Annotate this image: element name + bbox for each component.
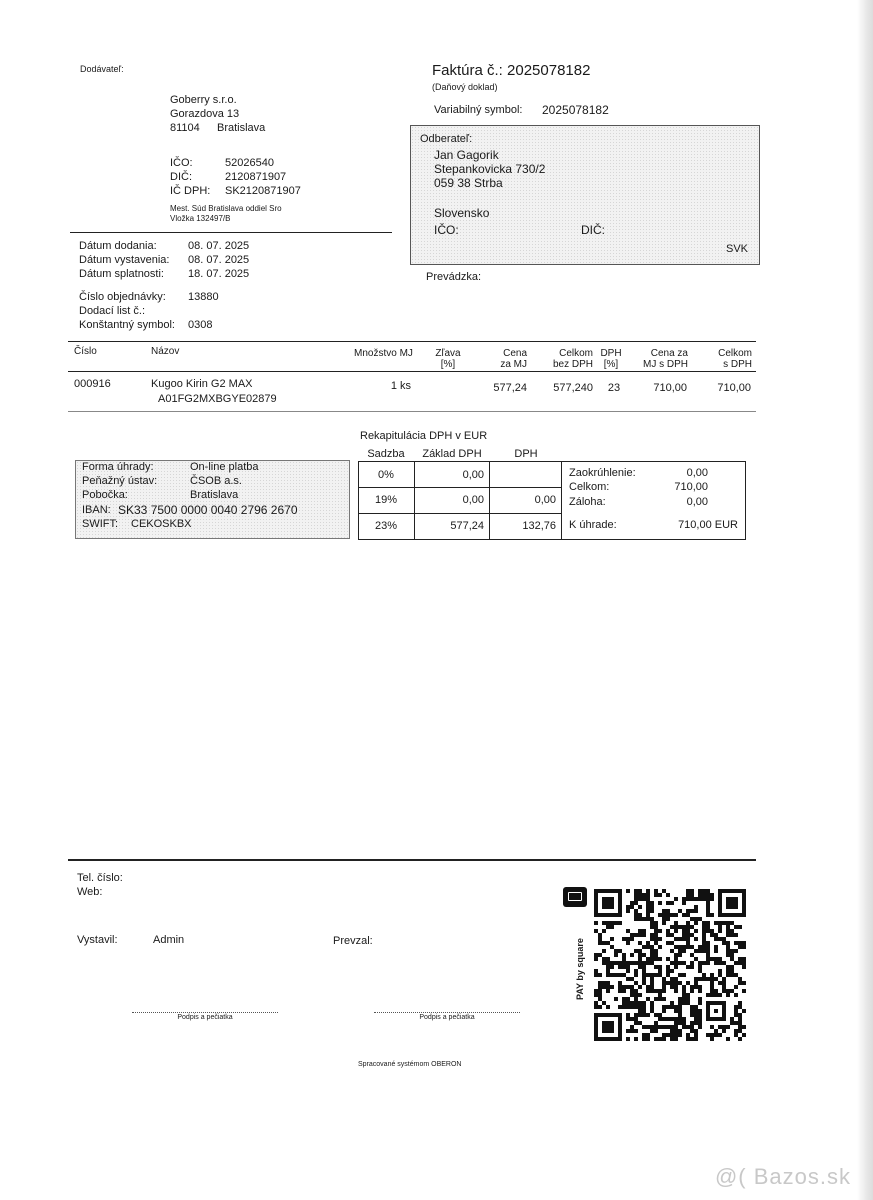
col-unit-price-vat-1: Cena za: [650, 348, 688, 359]
customer-ico-label: IČO:: [434, 223, 459, 237]
bazos-watermark: @( Bazos.sk: [714, 1164, 851, 1189]
issue-date-label: Dátum vystavenia:: [79, 254, 170, 266]
vat-h-vat: DPH: [514, 448, 538, 460]
paybysquare-label: PAY by square: [575, 938, 585, 1000]
col-number: Číslo: [74, 346, 97, 357]
order-number-label: Číslo objednávky:: [79, 291, 166, 303]
vat-summary-title: Rekapitulácia DPH v EUR: [360, 430, 488, 442]
invoice-subtitle: (Daňový doklad): [432, 82, 498, 92]
row-serial: A01FG2MXBGYE02879: [158, 393, 277, 405]
bank: ČSOB a.s.: [190, 475, 242, 487]
variable-symbol-label: Variabilný symbol:: [434, 104, 523, 116]
vat-amount: 132,76: [522, 520, 556, 532]
supplier-icdph: SK2120871907: [225, 185, 301, 197]
col-qty: Množstvo MJ: [354, 348, 413, 359]
customer-city: 059 38 Strba: [434, 176, 503, 190]
to-pay-value: 710,00 EUR: [678, 519, 738, 531]
vat-col-divider-3: [561, 461, 562, 540]
row-number: 000916: [74, 378, 111, 390]
rounding-value: 0,00: [686, 467, 708, 479]
items-top-rule: [68, 341, 756, 342]
vat-row-divider-1: [358, 487, 562, 488]
col-vat-2: [%]: [603, 359, 619, 370]
vat-rate: 23%: [374, 520, 398, 532]
row-qty: 1 ks: [390, 380, 411, 392]
signature-caption-1: Podpis a pečiatka: [177, 1014, 233, 1021]
bank-label: Peňažný ústav:: [82, 475, 158, 487]
advance-label: Záloha:: [569, 496, 606, 508]
tel-label: Tel. číslo:: [77, 872, 123, 884]
swift: CEKOSKBX: [131, 518, 192, 530]
signature-caption-2: Podpis a pečiatka: [419, 1014, 475, 1021]
payment-method-label: Forma úhrady:: [82, 461, 154, 473]
col-unit-price-vat-2: MJ s DPH: [643, 359, 688, 370]
qr-code-icon: [594, 889, 746, 1041]
row-name: Kugoo Kirin G2 MAX: [151, 378, 253, 390]
col-total-excl-1: Celkom: [559, 348, 593, 359]
swift-label: SWIFT:: [82, 518, 119, 530]
delivery-date-label: Dátum dodania:: [79, 240, 157, 252]
customer-name: Jan Gagorik: [434, 148, 499, 162]
vat-h-base: Základ DPH: [422, 448, 482, 460]
scan-edge: [857, 0, 873, 1200]
customer-dic-label: DIČ:: [581, 223, 605, 237]
vat-base: 0,00: [462, 494, 484, 506]
col-total-excl-2: bez DPH: [552, 359, 593, 370]
delivery-note-label: Dodací list č.:: [79, 305, 146, 317]
supplier-ico-label: IČO:: [170, 157, 193, 169]
paybysquare-logo-icon: [563, 887, 587, 907]
premises-label: Prevádzka:: [426, 271, 482, 283]
vat-rate: 0%: [378, 469, 394, 481]
signature-line-2: [374, 1012, 520, 1013]
col-discount-1: Zľava: [435, 348, 461, 359]
order-number: 13880: [188, 291, 219, 303]
col-name: Názov: [151, 346, 180, 357]
advance-value: 0,00: [686, 496, 708, 508]
col-unit-price-1: Cena: [503, 348, 527, 359]
vat-row-divider-2: [358, 513, 562, 514]
total-value: 710,00: [674, 481, 708, 493]
supplier-city: Bratislava: [217, 122, 266, 134]
supplier-dic-label: DIČ:: [170, 171, 192, 183]
customer-label: Odberateľ:: [420, 133, 473, 145]
row-unit-price: 577,24: [493, 382, 527, 394]
supplier-street: Gorazdova 13: [170, 108, 240, 120]
signature-line-1: [132, 1012, 278, 1013]
row-total-excl: 577,240: [553, 382, 593, 394]
vat-rate: 19%: [374, 494, 398, 506]
total-label: Celkom:: [569, 481, 610, 493]
vat-col-divider-2: [489, 461, 490, 540]
issue-date: 08. 07. 2025: [188, 254, 250, 266]
supplier-register-2: Vložka 132497/B: [170, 214, 231, 223]
col-total-incl-1: Celkom: [718, 348, 752, 359]
branch-label: Pobočka:: [82, 489, 128, 501]
items-bottom-rule: [68, 411, 756, 412]
invoice-title: Faktúra č.: 2025078182: [432, 62, 591, 79]
supplier-divider: [70, 232, 392, 233]
col-discount-2: [%]: [440, 359, 456, 370]
rounding-label: Zaokrúhlenie:: [569, 467, 636, 479]
iban-label: IBAN:: [82, 504, 111, 516]
items-header-rule: [68, 371, 756, 372]
processed-by: Spracované systémom OBERON: [358, 1061, 462, 1068]
iban: SK33 7500 0000 0040 2796 2670: [118, 503, 298, 517]
row-unit-price-vat: 710,00: [653, 382, 687, 394]
constant-symbol: 0308: [188, 319, 213, 331]
supplier-dic: 2120871907: [225, 171, 287, 183]
constant-symbol-label: Konštantný symbol:: [79, 319, 175, 331]
customer-box: [410, 125, 760, 265]
issued-by: Admin: [153, 934, 185, 946]
vat-h-rate: Sadzba: [367, 448, 405, 460]
customer-street: Stepankovicka 730/2: [434, 162, 546, 176]
row-vat: 23: [607, 382, 621, 394]
supplier-label: Dodávateľ:: [80, 64, 124, 74]
customer-country-code: SVK: [726, 243, 749, 255]
to-pay-label: K úhrade:: [569, 519, 617, 531]
col-unit-price-2: za MJ: [500, 359, 527, 370]
issued-by-label: Vystavil:: [77, 934, 118, 946]
branch: Bratislava: [190, 489, 239, 501]
row-total-incl: 710,00: [717, 382, 751, 394]
footer-rule: [68, 859, 756, 861]
received-label: Prevzal:: [333, 935, 373, 947]
delivery-date: 08. 07. 2025: [188, 240, 250, 252]
vat-base: 0,00: [462, 469, 484, 481]
vat-col-divider-1: [414, 461, 415, 540]
vat-base: 577,24: [450, 520, 484, 532]
col-total-incl-2: s DPH: [723, 359, 752, 370]
supplier-zip: 81104: [170, 122, 200, 134]
supplier-register-1: Mest. Súd Bratislava oddiel Sro: [170, 204, 282, 213]
col-vat-1: DPH: [600, 348, 622, 359]
customer-country: Slovensko: [434, 206, 490, 220]
due-date: 18. 07. 2025: [188, 268, 250, 280]
vat-amount: 0,00: [534, 494, 556, 506]
web-label: Web:: [77, 886, 103, 898]
supplier-icdph-label: IČ DPH:: [170, 185, 211, 197]
due-date-label: Dátum splatnosti:: [79, 268, 164, 280]
supplier-ico: 52026540: [225, 157, 274, 169]
supplier-name: Goberry s.r.o.: [170, 94, 237, 106]
payment-method: On-line platba: [190, 461, 259, 473]
variable-symbol-value: 2025078182: [542, 103, 609, 117]
